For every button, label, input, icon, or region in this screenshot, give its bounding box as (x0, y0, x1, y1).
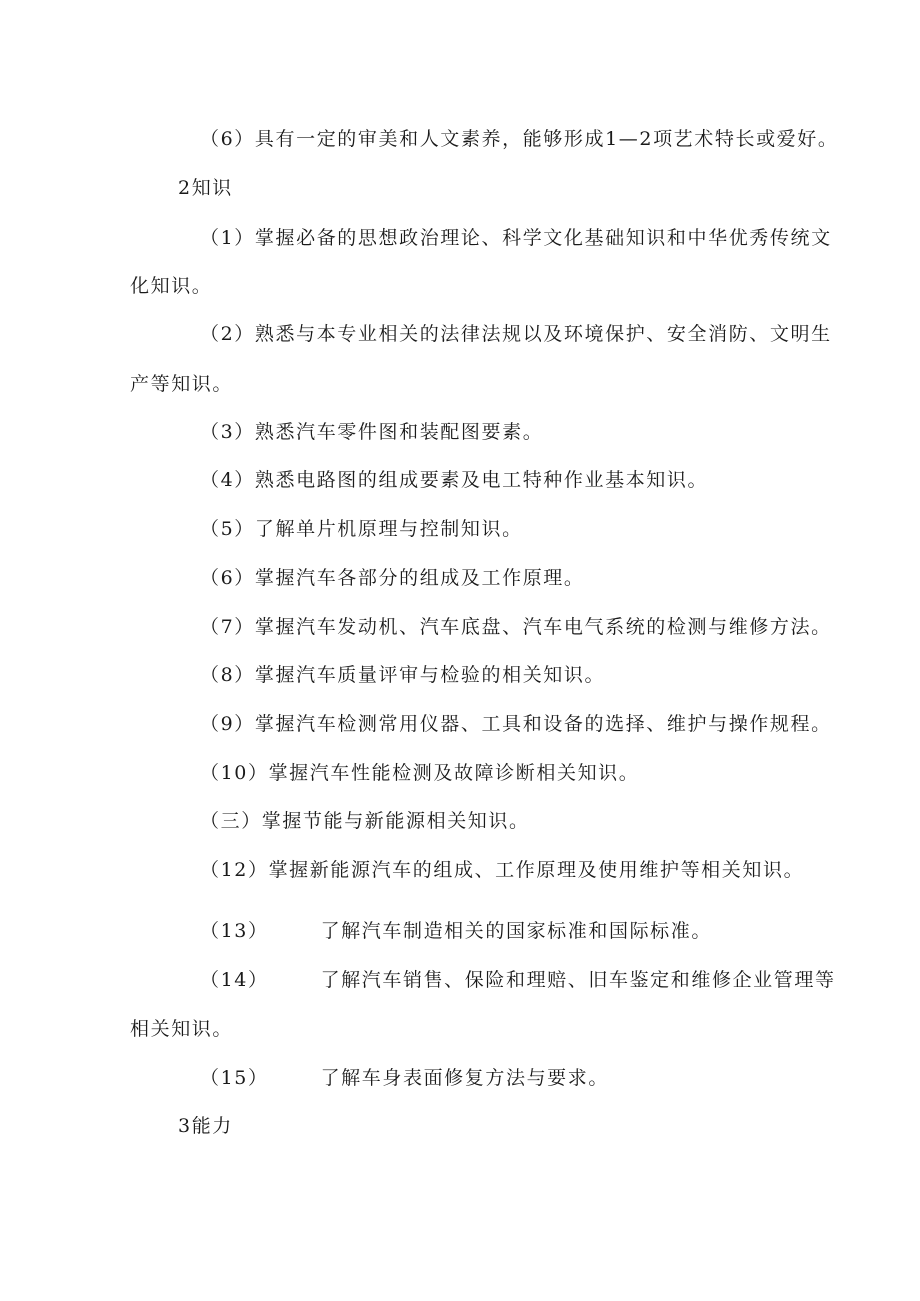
item-text: 了解汽车制造相关的国家标准和国际标准。 (320, 920, 712, 942)
item-number: （13） (200, 920, 269, 942)
list-item (200, 1066, 609, 1090)
list-item: （3）熟悉汽车零件图和装配图要素。 (200, 421, 544, 443)
section-heading-knowledge: 2知识 (178, 177, 233, 199)
paragraph: （6）具有一定的审美和人文素养，能够形成1—2项艺术特长或爱好。 (200, 128, 839, 150)
list-item: （4）熟悉电路图的组成要素及电工特种作业基本知识。 (200, 469, 709, 491)
list-item: （12）掌握新能源汽车的组成、工作原理及使用维护等相关知识。 (200, 859, 805, 881)
list-item: （10）掌握汽车性能检测及故障诊断相关知识。 (200, 762, 640, 784)
list-item: （6）掌握汽车各部分的组成及工作原理。 (200, 567, 585, 589)
list-item: （三）掌握节能与新能源相关知识。 (200, 810, 530, 832)
item-text: 了解车身表面修复方法与要求。 (320, 1067, 609, 1089)
item-number: （15） (200, 1067, 269, 1089)
list-item (200, 968, 836, 992)
item-number: （14） (200, 969, 269, 991)
list-item-continuation: 产等知识。 (130, 373, 234, 395)
list-item: （8）掌握汽车质量评审与检验的相关知识。 (200, 664, 606, 686)
list-item: （9）掌握汽车检测常用仪器、工具和设备的选择、维护与操作规程。 (200, 713, 832, 735)
list-item: （7）掌握汽车发动机、汽车底盘、汽车电气系统的检测与维修方法。 (200, 616, 832, 638)
list-item (200, 919, 712, 943)
list-item-continuation: 化知识。 (130, 275, 213, 297)
list-item: （2）熟悉与本专业相关的法律法规以及环境保护、安全消防、文明生 (200, 323, 832, 345)
item-text: 了解汽车销售、保险和理赔、旧车鉴定和维修企业管理等 (320, 969, 836, 991)
section-heading-ability: 3能力 (178, 1115, 233, 1137)
list-item-continuation: 相关知识。 (130, 1018, 234, 1040)
list-item: （5）了解单片机原理与控制知识。 (200, 518, 523, 540)
list-item: （1）掌握必备的思想政治理论、科学文化基础知识和中华优秀传统文 (200, 227, 832, 249)
